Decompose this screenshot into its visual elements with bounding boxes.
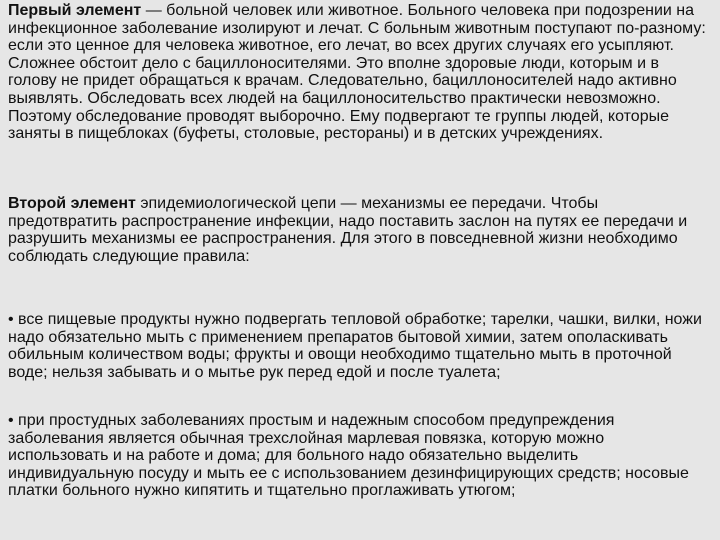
paragraph-lead: Второй элемент <box>8 195 136 212</box>
bullet-item-food-hygiene: • все пищевые продукты нужно подвергать тепловой обработке; тарелки, чашки, вилки, ножи надо обязательно мыть с применением препаратов бытовой химии, затем ополаскивать обильным количеством воды; фрукты и овощи необходимо тщательно мыть в проточной воде; нельзя забывать и о мытье рук перед едой и после туалета; <box>8 311 702 381</box>
paragraph-second-element <box>8 195 708 265</box>
paragraph-text: — больной человек или животное. Больного человека при подозрении на инфекционное заболевание изолируют и лечат. С больным животным поступают по-разному: если это ценное для человека животное, его лечат, во всех других случаях его усыпляют. Сложнее обстоит дело с бациллоносителями. Это вполне здоровые люди, которым и в голову не придет обращаться к врачам. Следовательно, бациллоносителей надо активно выявлять. Обследовать всех людей на бациллоносительство практически невозможно. Поэтому обследование проводят выборочно. Ему подвергают те группы людей, которые заняты в пищеблоках (буфеты, столовые, рестораны) и в детских учреждениях. <box>8 2 706 143</box>
paragraph-lead: Первый элемент <box>8 2 142 19</box>
bullet-item-cold-prevention: • при простудных заболеваниях простым и надежным способом предупреждения заболевания является обычная трехслойная марлевая повязка, которую можно использовать и на работе и дома; для больного надо обязательно выделить индивидуальную посуду и мыть ее с использованием дезинфицирующих средств; носовые платки больного нужно кипятить и тщательно проглаживать утюгом; <box>8 412 689 500</box>
paragraph-text: эпидемиологической цепи — механизмы ее передачи. Чтобы предотвратить распространение инфекции, надо поставить заслон на путях ее передачи и разрушить механизмы ее распространения. Для этого в повседневной жизни необходимо соблюдать следующие правила: <box>8 195 688 265</box>
paragraph-first-element <box>8 2 708 143</box>
